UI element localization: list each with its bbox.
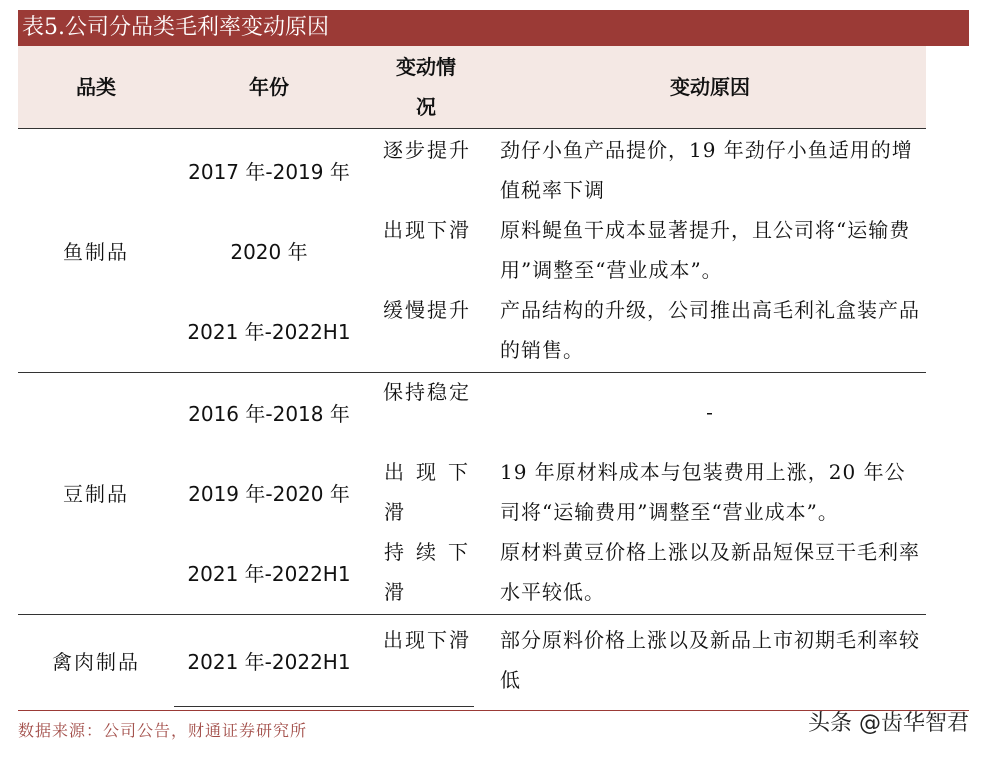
table-row-reason: 部分原料价格上涨以及新品上市初期毛利率较低 [500,628,920,692]
table-row-year: 2016 年-2018 年 [188,401,350,426]
table-row-reason: 原材料黄豆价格上涨以及新品短保豆干毛利率水平较低。 [500,540,920,604]
table-row-year: 2021 年-2022H1 [187,319,351,344]
table-header [18,46,926,129]
table-row-change: 出现下滑 [383,218,471,242]
table-row-year: 2021 年-2022H1 [187,561,351,586]
header-reason: 变动原因 [670,75,750,99]
table-row-reason: 劲仔小鱼产品提价，19 年劲仔小鱼适用的增值税率下调 [500,138,913,202]
table-row-year: 2017 年-2019 年 [188,159,350,184]
group-divider [18,614,926,615]
table-row-change: 出现下滑 [383,628,471,652]
table-bottom-rule [174,706,474,707]
table-row-reason: - [706,400,714,424]
header-change: 变动情况 [396,55,456,119]
table-row-change: 持续下滑 [384,540,470,604]
table-row-year: 2020 年 [230,239,308,264]
category-bean: 豆制品 [63,481,129,506]
table-title: 表5.公司分品类毛利率变动原因 [18,10,969,46]
watermark: 头条 @齿华智君 [808,711,969,736]
table-row-change: 保持稳定 [383,380,471,404]
category-poultry: 禽肉制品 [52,649,140,674]
category-fish: 鱼制品 [63,239,129,264]
header-category: 品类 [76,75,116,99]
table-row-change: 缓慢提升 [383,298,471,322]
table-row-reason: 产品结构的升级，公司推出高毛利礼盒装产品的销售。 [500,298,920,362]
table-row-reason: 19 年原材料成本与包装费用上涨，20 年公司将“运输费用”调整至“营业成本”。 [500,460,906,524]
table-row-year: 2021 年-2022H1 [187,649,351,674]
table-row-year: 2019 年-2020 年 [188,481,350,506]
table-row-change: 出现下滑 [384,460,470,524]
table-row-change: 逐步提升 [383,138,471,162]
source-note: 数据来源：公司公告，财通证券研究所 [18,721,308,740]
header-year: 年份 [249,75,289,99]
table-row-reason: 原料鳀鱼干成本显著提升，且公司将“运输费用”调整至“营业成本”。 [500,218,911,282]
